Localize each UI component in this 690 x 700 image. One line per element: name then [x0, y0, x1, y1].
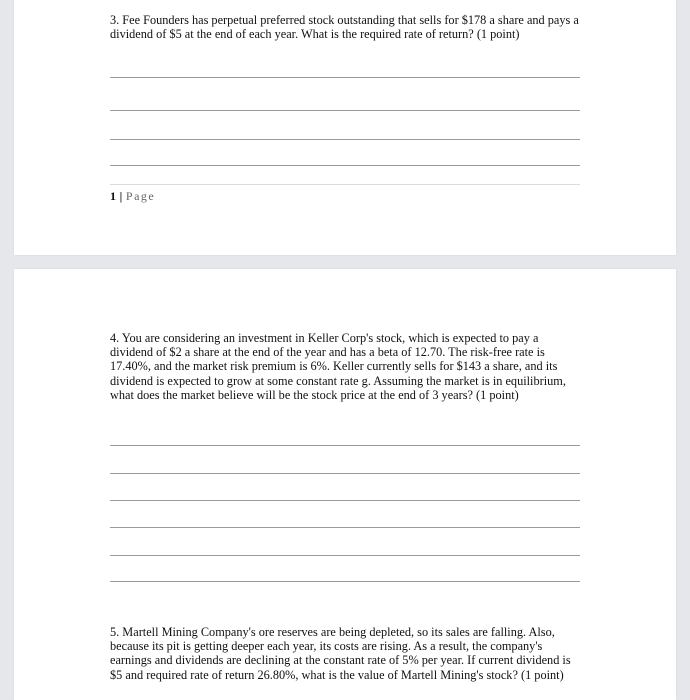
- answer-line: [110, 555, 580, 556]
- answer-line: [110, 527, 580, 528]
- answer-line: [110, 77, 580, 78]
- answer-line: [110, 500, 580, 501]
- answer-line: [110, 110, 580, 111]
- answer-line: [110, 581, 580, 582]
- page-separator: |: [119, 189, 123, 203]
- footer-divider: [110, 184, 580, 185]
- question-3-text: 3. Fee Founders has perpetual preferred stock outstanding that sells for $178 a share and pays a dividend of $5 at the end of each year. What is the required rate of return? (1 point): [110, 13, 579, 42]
- page-footer: [110, 189, 155, 204]
- answer-line: [110, 139, 580, 140]
- document-page-2: [14, 269, 676, 700]
- answer-line: [110, 473, 580, 474]
- question-5-text: 5. Martell Mining Company's ore reserves are being depleted, so its sales are falling. Also, because its pit is getting deeper each year, its costs are rising. As a result, the company's earnings and dividends are declining at the constant rate of 5% per year. If current dividend is $5 and required rate of return 26.80%, what is the value of Martell Mining's stock? (1 point): [110, 625, 571, 682]
- page-number: 1: [110, 189, 117, 203]
- document-page-1: [14, 0, 676, 255]
- question-4-text: 4. You are considering an investment in Keller Corp's stock, which is expected to pay a dividend of $2 a share at the end of the year and has a beta of 12.70. The risk-free rate is 17.40%, and the market risk premium is 6%. Keller currently sells for $143 a share, and its dividend is expected to grow at some constant rate g. Assuming the market is in equilibrium, what does the market believe will be the stock price at the end of 3 years? (1 point): [110, 331, 566, 402]
- page-label: Page: [125, 189, 156, 203]
- answer-line: [110, 165, 580, 166]
- answer-line: [110, 445, 580, 446]
